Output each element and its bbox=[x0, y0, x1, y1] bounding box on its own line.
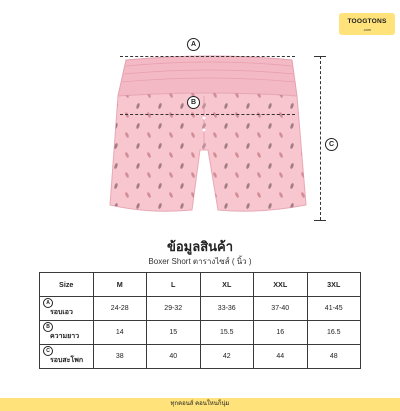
row-header bbox=[40, 321, 94, 345]
brand-name: TOOGTONS bbox=[347, 18, 387, 25]
table-header-cell: M bbox=[93, 273, 147, 297]
hip-dimension-cap-top bbox=[314, 56, 326, 57]
page-subtitle: Boxer Short ตารางไซส์ ( นิ้ว ) bbox=[148, 257, 252, 266]
waist-dimension-line bbox=[120, 56, 295, 57]
hip-dimension-line bbox=[320, 56, 321, 220]
table-cell: 16.5 bbox=[307, 321, 361, 345]
row-marker: A bbox=[43, 298, 53, 308]
row-marker: B bbox=[43, 322, 53, 332]
table-cell: 29-32 bbox=[147, 297, 201, 321]
table-cell: 24-28 bbox=[93, 297, 147, 321]
size-table bbox=[39, 272, 361, 369]
table-header-row bbox=[40, 273, 361, 297]
marker-b: B bbox=[187, 96, 200, 109]
table-cell: 44 bbox=[254, 345, 308, 369]
brand-sub: .com bbox=[363, 28, 371, 32]
table-cell: 40 bbox=[147, 345, 201, 369]
row-label: ความยาว bbox=[50, 332, 80, 340]
page-title: ข้อมูลสินค้า bbox=[166, 239, 234, 254]
footer-banner: ทุกคอนส์ คอนใหนก็นุ่ม bbox=[0, 398, 400, 411]
table-cell: 48 bbox=[307, 345, 361, 369]
table-header-cell: XL bbox=[200, 273, 254, 297]
hip-dimension-cap-bottom bbox=[314, 220, 326, 221]
table-cell: 14 bbox=[93, 321, 147, 345]
length-dimension-line bbox=[120, 114, 295, 115]
row-label: รอบเอว bbox=[50, 308, 73, 316]
marker-a: A bbox=[187, 38, 200, 51]
table-cell: 37-40 bbox=[254, 297, 308, 321]
marker-c: C bbox=[325, 138, 338, 151]
table-row bbox=[40, 297, 361, 321]
row-header bbox=[40, 297, 94, 321]
table-cell: 15.5 bbox=[200, 321, 254, 345]
row-label: รอบสะโพก bbox=[50, 356, 84, 364]
table-cell: 33-36 bbox=[200, 297, 254, 321]
table-header-cell: Size bbox=[40, 273, 94, 297]
row-marker: C bbox=[43, 346, 53, 356]
table-header-cell: XXL bbox=[254, 273, 308, 297]
table-header-cell: L bbox=[147, 273, 201, 297]
table-row bbox=[40, 345, 361, 369]
table-row bbox=[40, 321, 361, 345]
table-header-cell: 3XL bbox=[307, 273, 361, 297]
table-cell: 38 bbox=[93, 345, 147, 369]
row-header bbox=[40, 345, 94, 369]
table-cell: 41-45 bbox=[307, 297, 361, 321]
table-cell: 42 bbox=[200, 345, 254, 369]
table-cell: 15 bbox=[147, 321, 201, 345]
table-cell: 16 bbox=[254, 321, 308, 345]
